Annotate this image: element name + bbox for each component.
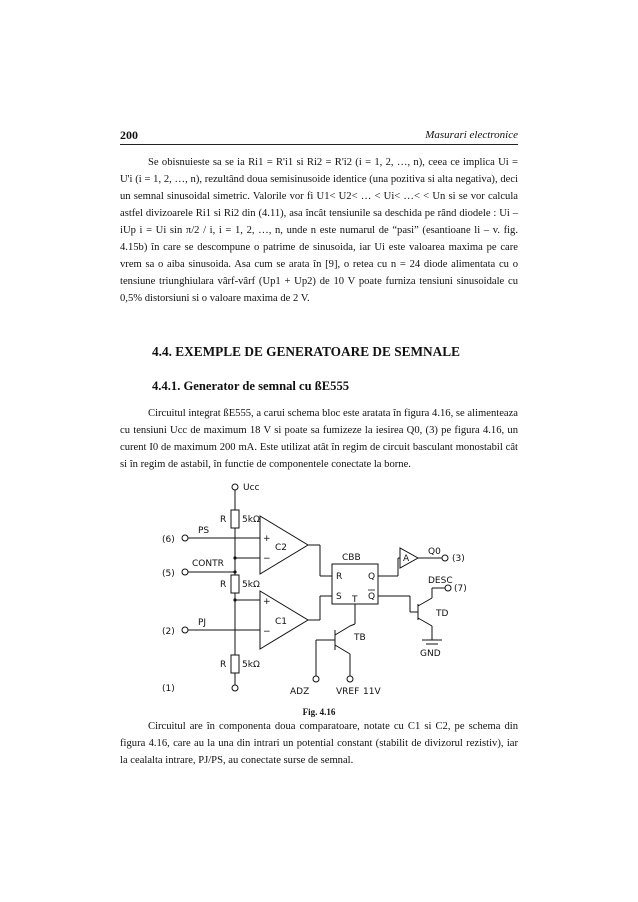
page-number: 200	[120, 128, 138, 142]
label-amplifier-a: A	[403, 554, 410, 564]
label-pin7: (7)	[454, 584, 467, 594]
resistor-top	[231, 510, 239, 528]
label-r-middle: R	[220, 580, 227, 590]
resistor-middle	[231, 575, 239, 593]
label-cbb-qbar: Q	[368, 592, 376, 602]
label-c1-plus: +	[263, 597, 271, 607]
paragraph-be555-intro	[120, 405, 518, 473]
label-cbb-t: T	[352, 595, 358, 605]
label-cbb-s: S	[336, 592, 342, 602]
label-r-top: R	[220, 515, 227, 525]
subsection-heading: 4.4.1. Generator de semnal cu ßE555	[152, 379, 350, 393]
label-cbb-r: R	[336, 572, 343, 582]
figure-caption: Fig. 4.16	[302, 707, 336, 717]
section-heading: 4.4. EXEMPLE DE GENERATOARE DE SEMNALE	[152, 344, 460, 359]
label-c1-minus: −	[263, 627, 271, 637]
paragraph3-text: Circuitul are în componenta doua comparatoare, notate cu C1 si C2, pe schema din figura 4.16, care au la una din intrari un potential constant (stabilit de divizorul rezistiv), iar la cealalta intrare, PJ/PS, au conectate surse de semnal.	[120, 721, 518, 766]
label-c2-minus: −	[263, 554, 271, 564]
label-pin6: (6)	[162, 535, 175, 545]
label-r-bottom: R	[220, 660, 227, 670]
label-ps: PS	[198, 526, 210, 536]
label-r-middle-value: 5kΩ	[242, 580, 260, 590]
label-pin1: (1)	[162, 684, 175, 694]
label-vref-value: 11V	[363, 687, 381, 697]
label-ucc: Ucc	[243, 483, 260, 493]
label-pj: PJ	[198, 618, 207, 628]
label-pin3: (3)	[452, 554, 465, 564]
label-pin5: (5)	[162, 569, 175, 579]
label-pin2: (2)	[162, 627, 175, 637]
label-c2: C2	[275, 543, 288, 553]
paragraph1-text: Se obisnuieste sa se ia Ri1 = R'i1 si Ri2 = R'i2 (i = 1, 2, …, n), ceea ce implica Ui = U'i (i = 1, 2, …, n), rezultând doua semisinusoide identice (una pozitiva si alta negativa), deci un semnal sinusoidal simetric. Valorile vor fi U1< U2< … < Ui< …< < Un si se vor calcula astfel divizoarele Ri1 si Ri2 din (4.11), asa încât tensiunile sa deschida pe rând diodele : Ui – iUp i = Ui sin π/2 / i, i = 1, 2, …, n, unde n este numarul de “pasi” (esantioane li – v. fig. 4.15b) în care se descompune o patrime de sinusoida, iar Ui este valoarea maxima pe care vrem sa o aiba sinusoida. Asa cum se arata în [9], o retea cu n = 24 diode alimentata cu o tensiune triunghiulara vârf-vârf (Up1 + Up2) de 10 V poate furniza tensiuni sinusoidale cu 0,5% distorsiuni si o valoare maxima de 2 V.	[120, 157, 518, 304]
label-c2-plus: +	[263, 534, 271, 544]
resistor-bottom	[231, 655, 239, 673]
label-vref: VREF	[336, 687, 360, 697]
label-gnd: GND	[420, 649, 441, 659]
label-cbb-q: Q	[368, 572, 376, 582]
paragraph2-text: Circuitul integrat ßE555, a carui schema bloc este aratata în figura 4.16, se alimenteaza cu tensiuni Ucc de maximum 18 V si poate sa fumizeze la iesirea Q0, (3) pe figura 4.16, un curent I0 de maximum 200 mA. Este utilizat atât în regim de circuit basculant monostabil cât si în regim de astabil, în functie de componentele conectate la borne.	[120, 408, 518, 470]
label-tb: TB	[354, 633, 366, 643]
running-title: Masurari electronice	[425, 129, 518, 141]
label-cbb: CBB	[342, 553, 361, 563]
label-contr: CONTR	[192, 559, 224, 569]
label-adz: ADZ	[290, 687, 310, 697]
circuit-diagram	[160, 480, 480, 698]
label-td: TD	[436, 609, 449, 619]
label-c1: C1	[275, 617, 288, 627]
label-q0: Q0	[428, 547, 441, 557]
label-desc: DESC	[428, 576, 453, 586]
label-r-bottom-value: 5kΩ	[242, 660, 260, 670]
page-header	[120, 128, 518, 145]
paragraph-comparators	[120, 718, 518, 769]
paragraph-sine-network	[120, 154, 518, 307]
label-r-top-value: 5kΩ	[242, 515, 260, 525]
